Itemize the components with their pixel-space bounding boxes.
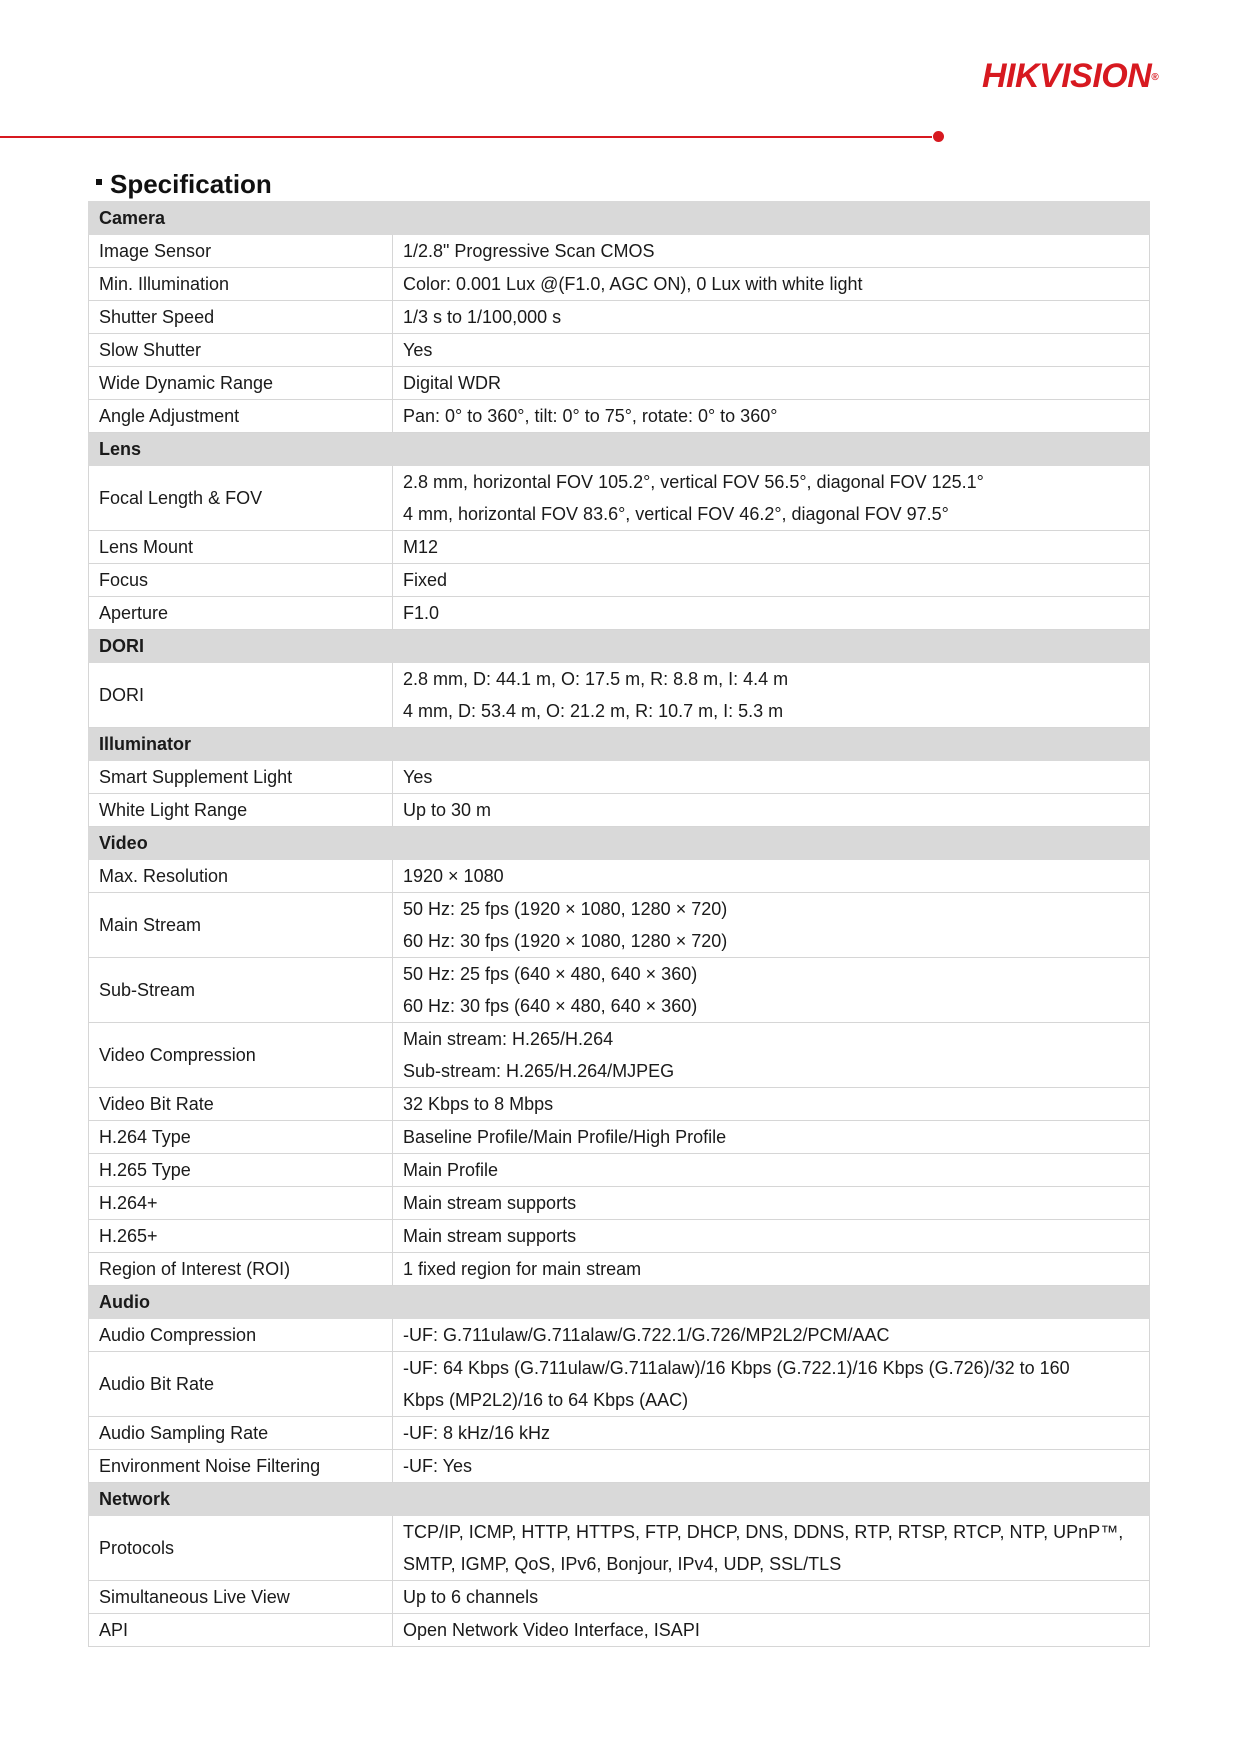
specification-table xyxy=(88,201,1150,1647)
table-row xyxy=(89,1220,1150,1253)
section-title: DORI xyxy=(89,630,1150,663)
section-header-row xyxy=(89,433,1150,466)
spec-value xyxy=(393,1614,1150,1647)
section-header-row xyxy=(89,1483,1150,1516)
spec-label: H.264 Type xyxy=(89,1121,393,1154)
hikvision-logo xyxy=(982,56,1182,96)
spec-label: Audio Sampling Rate xyxy=(89,1417,393,1450)
spec-label: Simultaneous Live View xyxy=(89,1581,393,1614)
spec-label: Wide Dynamic Range xyxy=(89,367,393,400)
table-row xyxy=(89,1023,1150,1088)
spec-value-line: 4 mm, D: 53.4 m, O: 21.2 m, R: 10.7 m, I: 5.3 m xyxy=(403,701,784,721)
spec-label: Min. Illumination xyxy=(89,268,393,301)
spec-value-line: 50 Hz: 25 fps (1920 × 1080, 1280 × 720) xyxy=(403,899,728,919)
table-row xyxy=(89,1352,1150,1417)
table-row xyxy=(89,860,1150,893)
page-title xyxy=(96,168,272,200)
spec-value xyxy=(393,466,1150,531)
section-header-row xyxy=(89,1286,1150,1319)
table-row xyxy=(89,301,1150,334)
spec-value-line: Kbps (MP2L2)/16 to 64 Kbps (AAC) xyxy=(403,1390,689,1410)
section-title: Illuminator xyxy=(89,728,1150,761)
section-header-row xyxy=(89,728,1150,761)
spec-value-line: 1/3 s to 1/100,000 s xyxy=(403,307,562,327)
section-title: Audio xyxy=(89,1286,1150,1319)
table-row xyxy=(89,893,1150,958)
spec-value xyxy=(393,400,1150,433)
header-rule xyxy=(0,136,932,138)
spec-value-line: 4 mm, horizontal FOV 83.6°, vertical FOV 46.2°, diagonal FOV 97.5° xyxy=(403,504,949,524)
spec-value xyxy=(393,235,1150,268)
spec-value xyxy=(393,367,1150,400)
spec-value-line: Yes xyxy=(403,767,433,787)
spec-value xyxy=(393,1220,1150,1253)
spec-value xyxy=(393,1352,1150,1417)
spec-label: Audio Bit Rate xyxy=(89,1352,393,1417)
table-row xyxy=(89,597,1150,630)
table-row xyxy=(89,794,1150,827)
spec-value-line: Main stream supports xyxy=(403,1226,577,1246)
table-row xyxy=(89,663,1150,728)
spec-value-line: Baseline Profile/Main Profile/High Profile xyxy=(403,1127,727,1147)
spec-value-line: Up to 6 channels xyxy=(403,1587,539,1607)
table-row xyxy=(89,761,1150,794)
spec-label: Smart Supplement Light xyxy=(89,761,393,794)
spec-value xyxy=(393,1121,1150,1154)
spec-value-line: 1920 × 1080 xyxy=(403,866,504,886)
spec-value-line: Color: 0.001 Lux @(F1.0, AGC ON), 0 Lux with white light xyxy=(403,274,863,294)
spec-value xyxy=(393,268,1150,301)
spec-value-line: 60 Hz: 30 fps (640 × 480, 640 × 360) xyxy=(403,996,698,1016)
spec-value xyxy=(393,1187,1150,1220)
spec-value-line: 50 Hz: 25 fps (640 × 480, 640 × 360) xyxy=(403,964,698,984)
spec-label: Angle Adjustment xyxy=(89,400,393,433)
spec-label: Main Stream xyxy=(89,893,393,958)
spec-value-line: -UF: Yes xyxy=(403,1456,473,1476)
spec-label: Slow Shutter xyxy=(89,334,393,367)
spec-value-line: Yes xyxy=(403,340,433,360)
spec-value xyxy=(393,893,1150,958)
spec-value-line: Main Profile xyxy=(403,1160,499,1180)
spec-value-line: Main stream: H.265/H.264 xyxy=(403,1029,614,1049)
table-row xyxy=(89,235,1150,268)
spec-label: H.265 Type xyxy=(89,1154,393,1187)
header-rule-dot xyxy=(933,131,944,142)
spec-value xyxy=(393,860,1150,893)
spec-label: Video Bit Rate xyxy=(89,1088,393,1121)
section-header-row xyxy=(89,827,1150,860)
spec-label: White Light Range xyxy=(89,794,393,827)
spec-label: Video Compression xyxy=(89,1023,393,1088)
table-row xyxy=(89,958,1150,1023)
spec-label: Image Sensor xyxy=(89,235,393,268)
spec-label: DORI xyxy=(89,663,393,728)
table-row xyxy=(89,1450,1150,1483)
table-row xyxy=(89,466,1150,531)
spec-value-line: Fixed xyxy=(403,570,448,590)
spec-value-line: -UF: 8 kHz/16 kHz xyxy=(403,1423,551,1443)
spec-value-line: Pan: 0° to 360°, tilt: 0° to 75°, rotate: 0° to 360° xyxy=(403,406,778,426)
section-header-row xyxy=(89,202,1150,235)
table-row xyxy=(89,1121,1150,1154)
spec-value-line: Main stream supports xyxy=(403,1193,577,1213)
registered-mark: ® xyxy=(1151,72,1159,83)
section-title: Network xyxy=(89,1483,1150,1516)
spec-value-line: 60 Hz: 30 fps (1920 × 1080, 1280 × 720) xyxy=(403,931,728,951)
table-row xyxy=(89,1088,1150,1121)
spec-label: H.265+ xyxy=(89,1220,393,1253)
spec-value xyxy=(393,1516,1150,1581)
spec-value xyxy=(393,301,1150,334)
spec-label: Audio Compression xyxy=(89,1319,393,1352)
spec-value xyxy=(393,564,1150,597)
spec-value-line: M12 xyxy=(403,537,439,557)
spec-label: Shutter Speed xyxy=(89,301,393,334)
section-header-row xyxy=(89,630,1150,663)
spec-value xyxy=(393,1450,1150,1483)
brand-name: HIKVISION xyxy=(982,57,1152,95)
spec-label: Region of Interest (ROI) xyxy=(89,1253,393,1286)
table-row xyxy=(89,1614,1150,1647)
table-row xyxy=(89,367,1150,400)
table-row xyxy=(89,1417,1150,1450)
spec-label: Lens Mount xyxy=(89,531,393,564)
table-row xyxy=(89,1516,1150,1581)
spec-value xyxy=(393,334,1150,367)
spec-value-line: TCP/IP, ICMP, HTTP, HTTPS, FTP, DHCP, DNS, DDNS, RTP, RTSP, RTCP, NTP, UPnP™, xyxy=(403,1522,1124,1542)
section-title: Video xyxy=(89,827,1150,860)
spec-value xyxy=(393,1154,1150,1187)
spec-value-line: 2.8 mm, D: 44.1 m, O: 17.5 m, R: 8.8 m, I: 4.4 m xyxy=(403,669,789,689)
spec-value-line: -UF: 64 Kbps (G.711ulaw/G.711alaw)/16 Kbps (G.722.1)/16 Kbps (G.726)/32 to 160 xyxy=(403,1358,1070,1378)
spec-label: Protocols xyxy=(89,1516,393,1581)
spec-label: H.264+ xyxy=(89,1187,393,1220)
table-row xyxy=(89,1319,1150,1352)
spec-value xyxy=(393,1023,1150,1088)
table-row xyxy=(89,531,1150,564)
spec-value-line: Up to 30 m xyxy=(403,800,492,820)
table-row xyxy=(89,268,1150,301)
table-row xyxy=(89,334,1150,367)
spec-value-line: Open Network Video Interface, ISAPI xyxy=(403,1620,700,1640)
spec-value-line: -UF: G.711ulaw/G.711alaw/G.722.1/G.726/MP2L2/PCM/AAC xyxy=(403,1325,890,1345)
spec-label: Environment Noise Filtering xyxy=(89,1450,393,1483)
spec-value-line: 1 fixed region for main stream xyxy=(403,1259,642,1279)
spec-value-line: Sub-stream: H.265/H.264/MJPEG xyxy=(403,1061,675,1081)
spec-label: API xyxy=(89,1614,393,1647)
spec-label: Sub-Stream xyxy=(89,958,393,1023)
table-row xyxy=(89,400,1150,433)
spec-label: Focus xyxy=(89,564,393,597)
spec-value-line: 32 Kbps to 8 Mbps xyxy=(403,1094,554,1114)
spec-value xyxy=(393,1088,1150,1121)
spec-value-line: 2.8 mm, horizontal FOV 105.2°, vertical FOV 56.5°, diagonal FOV 125.1° xyxy=(403,472,984,492)
spec-value xyxy=(393,1319,1150,1352)
spec-value-line: 1/2.8" Progressive Scan CMOS xyxy=(403,241,655,261)
spec-value-line: Digital WDR xyxy=(403,373,502,393)
page-title-text: Specification xyxy=(110,169,272,199)
section-title: Lens xyxy=(89,433,1150,466)
spec-value xyxy=(393,1417,1150,1450)
section-title: Camera xyxy=(89,202,1150,235)
spec-value xyxy=(393,597,1150,630)
spec-value xyxy=(393,761,1150,794)
spec-value xyxy=(393,958,1150,1023)
table-row xyxy=(89,1253,1150,1286)
table-row xyxy=(89,1581,1150,1614)
spec-label: Aperture xyxy=(89,597,393,630)
spec-value xyxy=(393,663,1150,728)
spec-value xyxy=(393,1581,1150,1614)
table-row xyxy=(89,1154,1150,1187)
spec-label: Focal Length & FOV xyxy=(89,466,393,531)
spec-value-line: F1.0 xyxy=(403,603,440,623)
table-row xyxy=(89,1187,1150,1220)
spec-value xyxy=(393,794,1150,827)
spec-value xyxy=(393,1253,1150,1286)
spec-value-line: SMTP, IGMP, QoS, IPv6, Bonjour, IPv4, UDP, SSL/TLS xyxy=(403,1554,842,1574)
table-row xyxy=(89,564,1150,597)
bullet-icon xyxy=(96,179,102,185)
spec-label: Max. Resolution xyxy=(89,860,393,893)
spec-value xyxy=(393,531,1150,564)
